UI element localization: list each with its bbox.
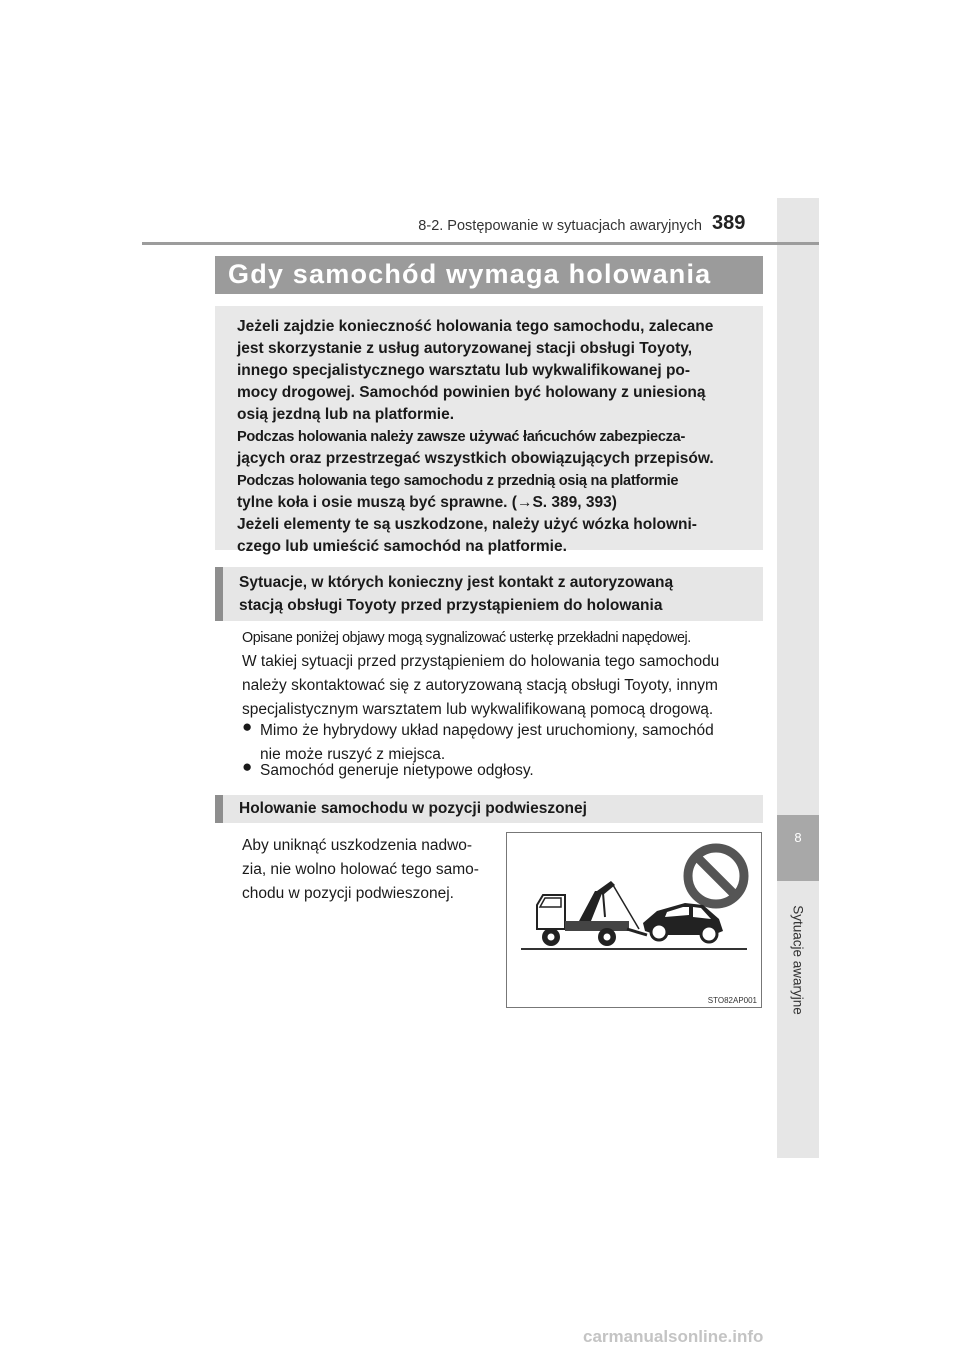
section-heading-line: Holowanie samochodu w pozycji podwieszonej bbox=[239, 800, 587, 817]
running-header: 8-2. Postępowanie w sytuacjach awaryjnych bbox=[418, 218, 702, 234]
info-line: Podczas holowania należy zawsze używać łańcuchów zabezpiecza- bbox=[237, 429, 686, 445]
title-bar bbox=[215, 256, 763, 294]
info-line: innego specjalistycznego warsztatu lub wykwalifikowanej po- bbox=[237, 362, 691, 379]
info-line: Podczas holowania tego samochodu z przednią osią na platformie bbox=[237, 473, 679, 489]
bullet-line: Mimo że hybrydowy układ napędowy jest uruchomiony, samochód bbox=[260, 722, 714, 739]
section-heading-contact bbox=[215, 567, 763, 621]
body-line: specjalistycznym warsztatem lub wykwalifikowaną pomocą drogową. bbox=[242, 701, 714, 718]
header-rule bbox=[142, 242, 819, 245]
info-line: Jeżeli elementy te są uszkodzone, należy użyć wózka holowni- bbox=[237, 516, 697, 533]
illustration-code: STO82AP001 bbox=[707, 996, 757, 1005]
chapter-number: 8 bbox=[794, 830, 802, 845]
tow-truck-illustration bbox=[506, 832, 762, 1008]
bullet-line: Samochód generuje nietypowe odgłosy. bbox=[260, 762, 534, 779]
page-number: 389 bbox=[712, 212, 746, 234]
body-line: Opisane poniżej objawy mogą sygnalizować usterkę przekładni napędowej. bbox=[242, 630, 691, 646]
section-heading-line: Sytuacje, w których konieczny jest kontakt z autoryzowaną bbox=[239, 574, 674, 591]
tow-truck-prohibited-icon bbox=[507, 833, 761, 1007]
body-line: zia, nie wolno holować tego samo- bbox=[242, 861, 479, 878]
info-line: mocy drogowej. Samochód powinien być holowany z uniesioną bbox=[237, 384, 706, 401]
section-heading-line: stacją obsługi Toyoty przed przystąpieniem do holowania bbox=[239, 597, 663, 614]
chapter-tab bbox=[777, 815, 819, 881]
watermark: carmanualsonline.info bbox=[583, 1327, 764, 1346]
info-line: jących oraz przestrzegać wszystkich obowiązujących przepisów. bbox=[237, 450, 714, 467]
bullet-icon: ● bbox=[242, 757, 253, 776]
info-box bbox=[215, 306, 763, 555]
info-line: czego lub umieścić samochód na platformie. bbox=[237, 538, 567, 555]
bullet-icon: ● bbox=[242, 717, 253, 736]
body-line: Aby uniknąć uszkodzenia nadwo- bbox=[242, 837, 473, 854]
body-line: chodu w pozycji podwieszonej. bbox=[242, 885, 454, 902]
info-line: osią jezdną lub na platformie. bbox=[237, 406, 455, 423]
chapter-label: Sytuacje awaryjne bbox=[790, 905, 806, 1015]
section-heading-towing-lift bbox=[215, 795, 763, 823]
bullet-line: nie może ruszyć z miejsca. bbox=[260, 746, 446, 763]
info-line: Jeżeli zajdzie konieczność holowania tego samochodu, zalecane bbox=[237, 318, 714, 335]
info-line: tylne koła i osie muszą być sprawne. (→S. 389, 393) bbox=[237, 494, 617, 511]
body-line: należy skontaktować się z autoryzowaną stacją obsługi Toyoty, innym bbox=[242, 677, 718, 694]
page-title: Gdy samochód wymaga holowania bbox=[228, 259, 712, 289]
body-line: W takiej sytuacji przed przystąpieniem do holowania tego samochodu bbox=[242, 653, 720, 670]
info-line: jest skorzystanie z usług autoryzowanej stacji obsługi Toyoty, bbox=[237, 340, 693, 357]
